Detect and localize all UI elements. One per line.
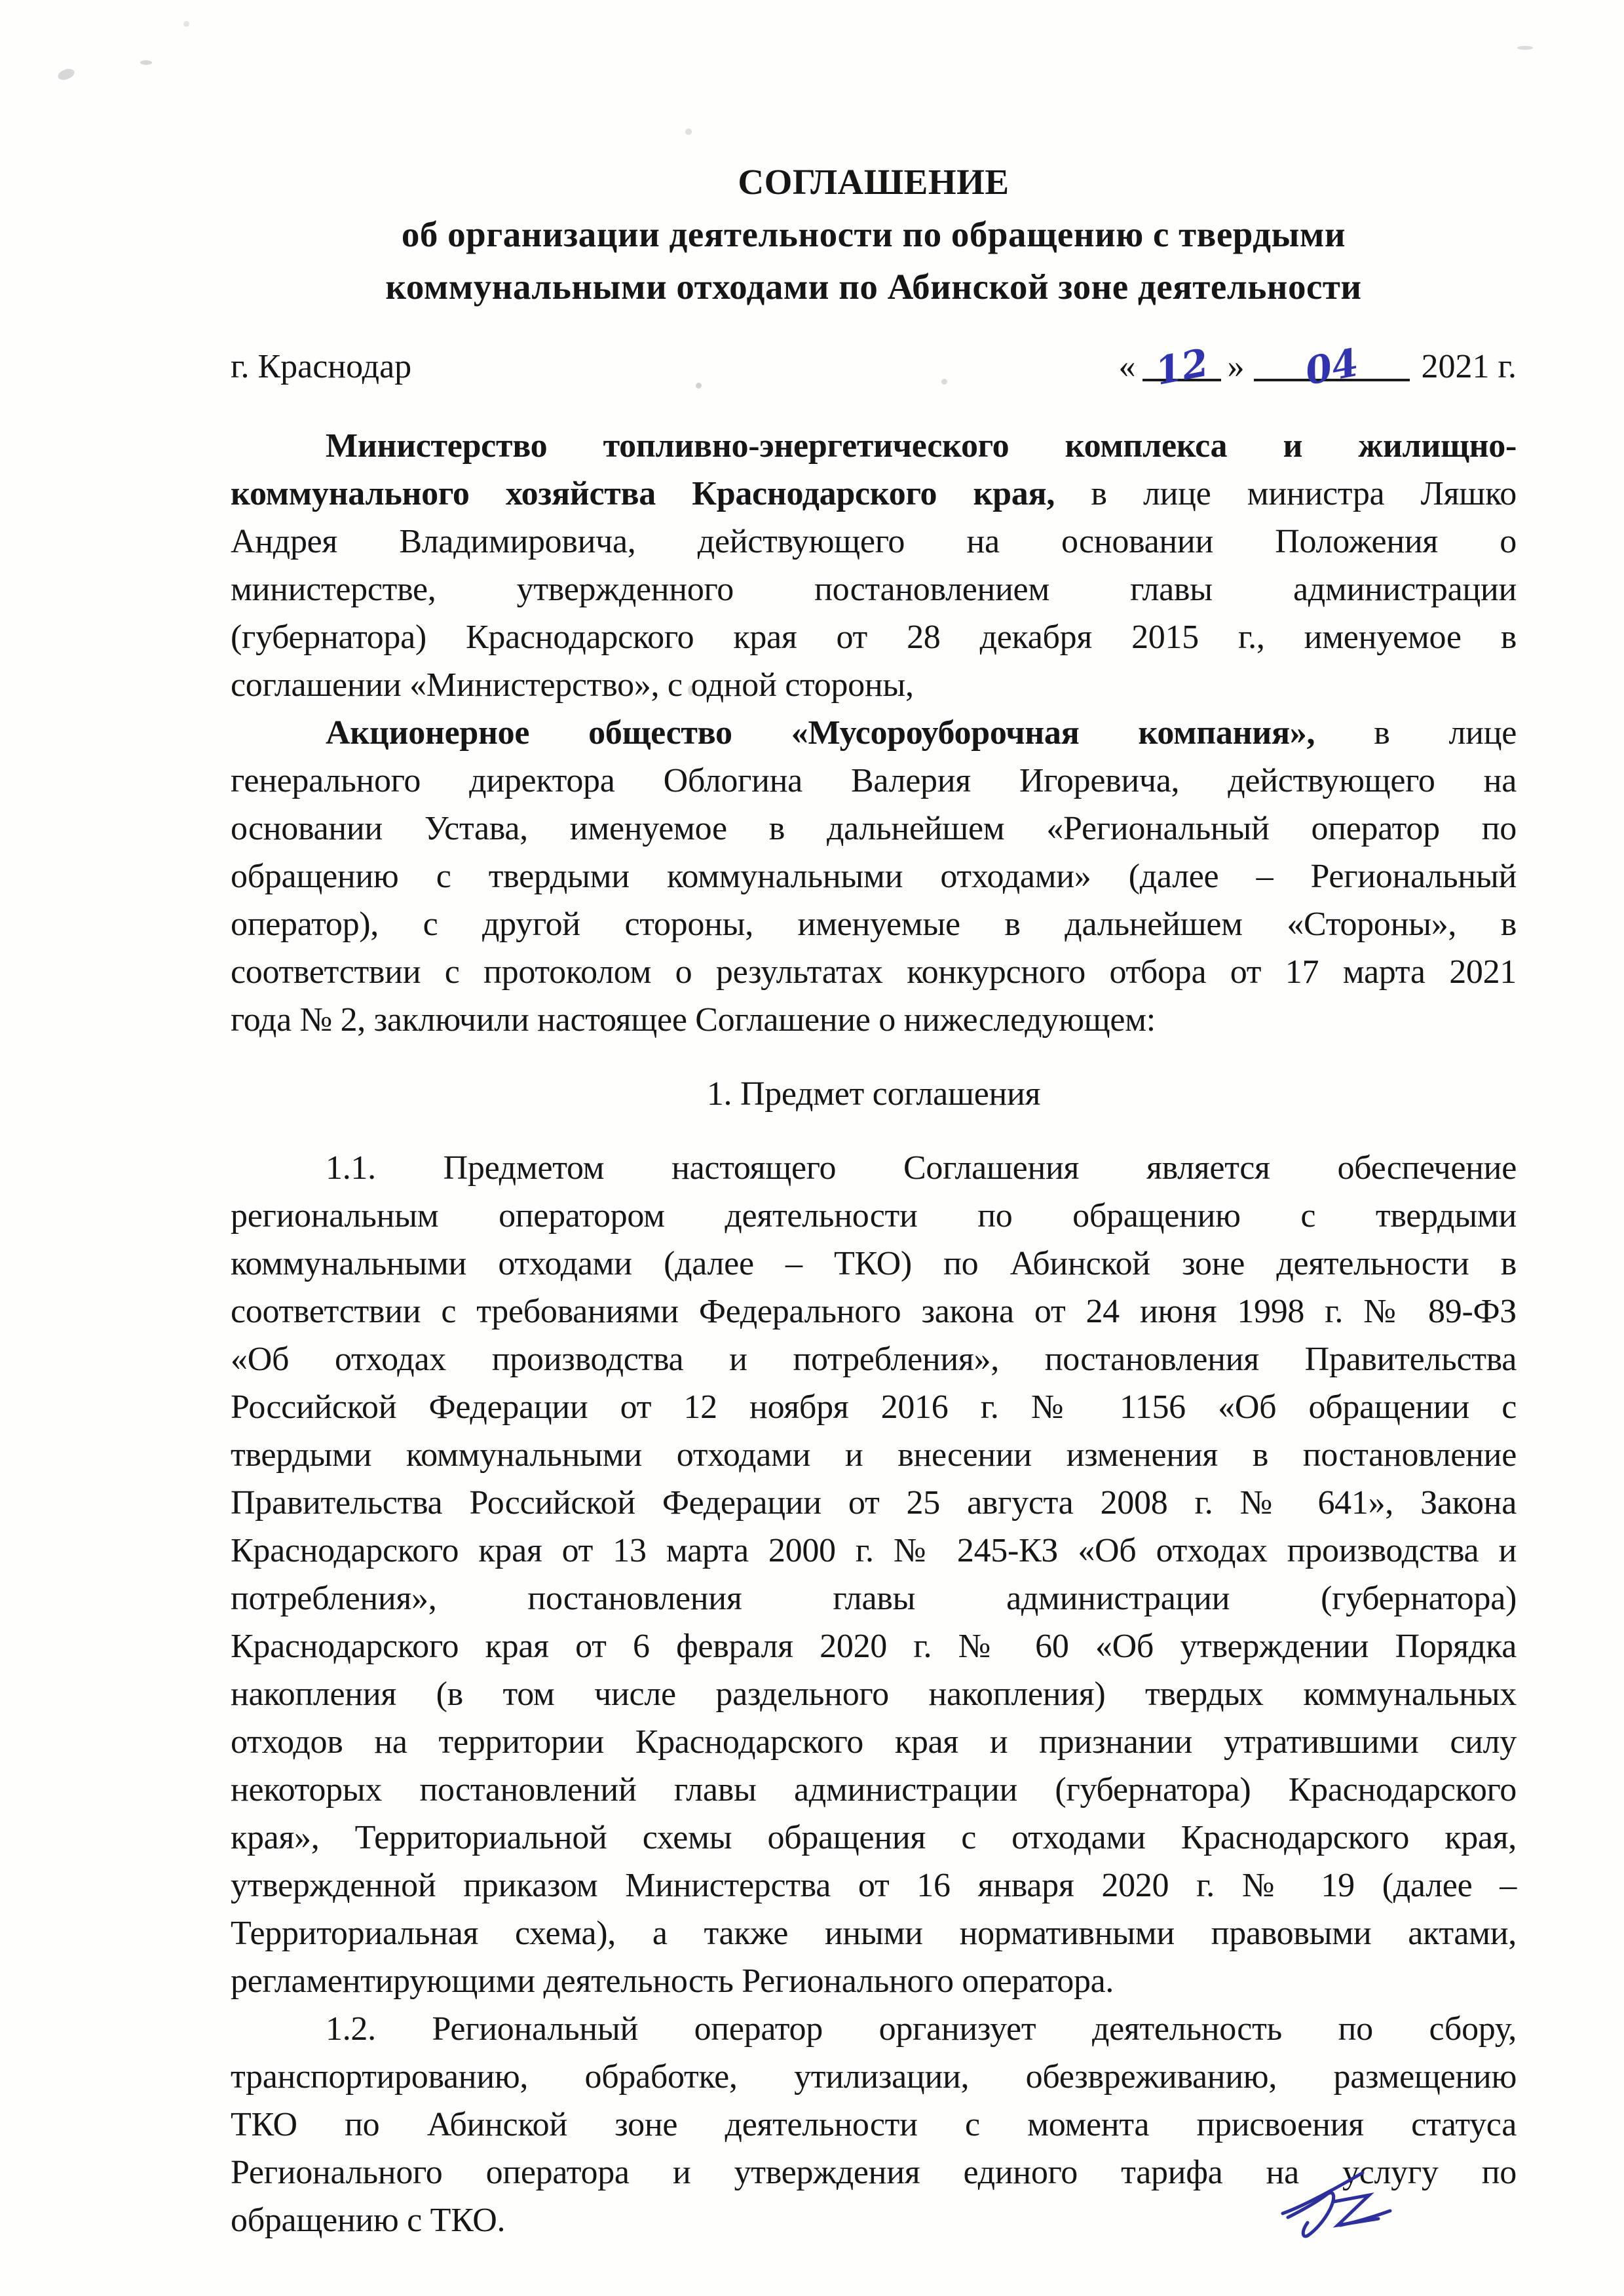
text-line: года № 2, заключили настоящее Соглашение о нижеследующем: xyxy=(231,1001,1156,1039)
handwritten-day: 12 xyxy=(1152,339,1213,394)
scan-artifact xyxy=(183,21,189,27)
section-1-heading: 1. Предмет соглашения xyxy=(706,1075,1041,1113)
text-line: коммунального хозяйства Краснодарского края, в лице министра Ляшко xyxy=(231,475,1517,512)
scan-artifact xyxy=(688,685,693,695)
scan-artifact xyxy=(140,60,152,65)
text-line: обращению с ТКО. xyxy=(231,2202,506,2239)
text-line: потребления», постановления главы администрации (губернатора) xyxy=(231,1580,1517,1617)
scan-artifact xyxy=(696,383,702,389)
signature-initials xyxy=(1279,2162,1397,2244)
text-line: Андрея Владимировича, действующего на основании Положения о xyxy=(231,523,1517,560)
year-label: 2021 г. xyxy=(1421,348,1517,385)
paragraph-preamble-ministry xyxy=(231,422,1517,709)
day-blank-line xyxy=(1142,339,1221,394)
scan-artifact xyxy=(685,128,692,135)
text-line: некоторых постановлений главы администрации (губернатора) Краснодарского xyxy=(231,1771,1517,1808)
text-line: Правительства Российской Федерации от 25 августа 2008 г. № 641», Закона xyxy=(231,1484,1517,1521)
text-line: Министерство топливно-энергетического комплекса и жилищно- xyxy=(326,427,1517,465)
text-line: 1.2. Региональный оператор организует деятельность по сбору, xyxy=(326,2010,1517,2048)
handwritten-month: 04 xyxy=(1302,339,1363,394)
open-quote: « xyxy=(1118,348,1136,385)
text-line: соглашении «Министерство», с одной стороны, xyxy=(231,666,914,704)
text-line: Акционерное общество «Мусороуборочная компания», в лице xyxy=(326,714,1517,752)
text-line: региональным оператором деятельности по обращению с твердыми xyxy=(231,1197,1517,1234)
text-line: «Об отходах производства и потребления», постановления Правительства xyxy=(231,1341,1517,1378)
text-line: 1.1. Предметом настоящего Соглашения является обеспечение xyxy=(326,1149,1517,1187)
date-field xyxy=(1116,339,1517,394)
title-line-1: СОГЛАШЕНИЕ xyxy=(738,162,1010,202)
text-line: ТКО по Абинской зоне деятельности с момента присвоения статуса xyxy=(231,2106,1517,2143)
text-line: края», Территориальной схемы обращения с отходами Краснодарского края, xyxy=(231,1819,1517,1856)
scan-artifact xyxy=(1517,46,1533,50)
text-line: отходов на территории Краснодарского края и признании утратившими силу xyxy=(231,1723,1517,1761)
text-line: регламентирующими деятельность Регионального оператора. xyxy=(231,1962,1114,2000)
text-line: оператор), с другой стороны, именуемые в дальнейшем «Стороны», в xyxy=(231,906,1517,943)
document-title xyxy=(231,156,1517,313)
text-line: министерстве, утвержденного постановлением главы администрации xyxy=(231,571,1517,608)
scan-artifact xyxy=(941,379,947,385)
text-line: соответствии с требованиями Федерального закона от 24 июня 1998 г. № 89-ФЗ xyxy=(231,1293,1517,1330)
text-line: обращению с твердыми коммунальными отходами» (далее – Региональный xyxy=(231,858,1517,895)
text-line: Российской Федерации от 12 ноября 2016 г. № 1156 «Об обращении с xyxy=(231,1388,1517,1426)
text-line: твердыми коммунальными отходами и внесении изменения в постановление xyxy=(231,1436,1517,1474)
text-line: накопления (в том числе раздельного накопления) твердых коммунальных xyxy=(231,1675,1517,1713)
text-line: Краснодарского края от 13 марта 2000 г. № 245-КЗ «Об отходах производства и xyxy=(231,1532,1517,1569)
text-line: коммунальными отходами (далее – ТКО) по Абинской зоне деятельности в xyxy=(231,1245,1517,1282)
text-line: генерального директора Облогина Валерия Игоревича, действующего на xyxy=(231,762,1517,799)
text-line: Краснодарского края от 6 февраля 2020 г. № 60 «Об утверждении Порядка xyxy=(231,1628,1517,1665)
text-line: Регионального оператора и утверждения единого тарифа на услугу по xyxy=(231,2154,1517,2191)
close-quote: » xyxy=(1227,348,1245,385)
text-line: (губернатора) Краснодарского края от 28 декабря 2015 г., именуемое в xyxy=(231,619,1517,656)
text-line: соответствии с протоколом о результатах конкурсного отбора от 17 марта 2021 xyxy=(231,953,1517,991)
text-line: транспортированию, обработке, утилизации, обезвреживанию, размещению xyxy=(231,2058,1517,2095)
month-blank-line xyxy=(1254,339,1410,394)
place-label: г. Краснодар xyxy=(231,348,412,385)
clause-1-1 xyxy=(231,1144,1517,2005)
title-line-3: коммунальными отходами по Абинской зоне деятельности xyxy=(385,267,1362,307)
paragraph-preamble-company xyxy=(231,709,1517,1044)
title-line-2: об организации деятельности по обращению с твердыми xyxy=(401,214,1346,254)
date-row xyxy=(231,339,1517,394)
text-line: основании Устава, именуемое в дальнейшем «Региональный оператор по xyxy=(231,810,1517,847)
text-line: Территориальная схема), а также иными нормативными правовыми актами, xyxy=(231,1915,1517,1952)
text-line: утвержденной приказом Министерства от 16 января 2020 г. № 19 (далее – xyxy=(231,1867,1517,1904)
